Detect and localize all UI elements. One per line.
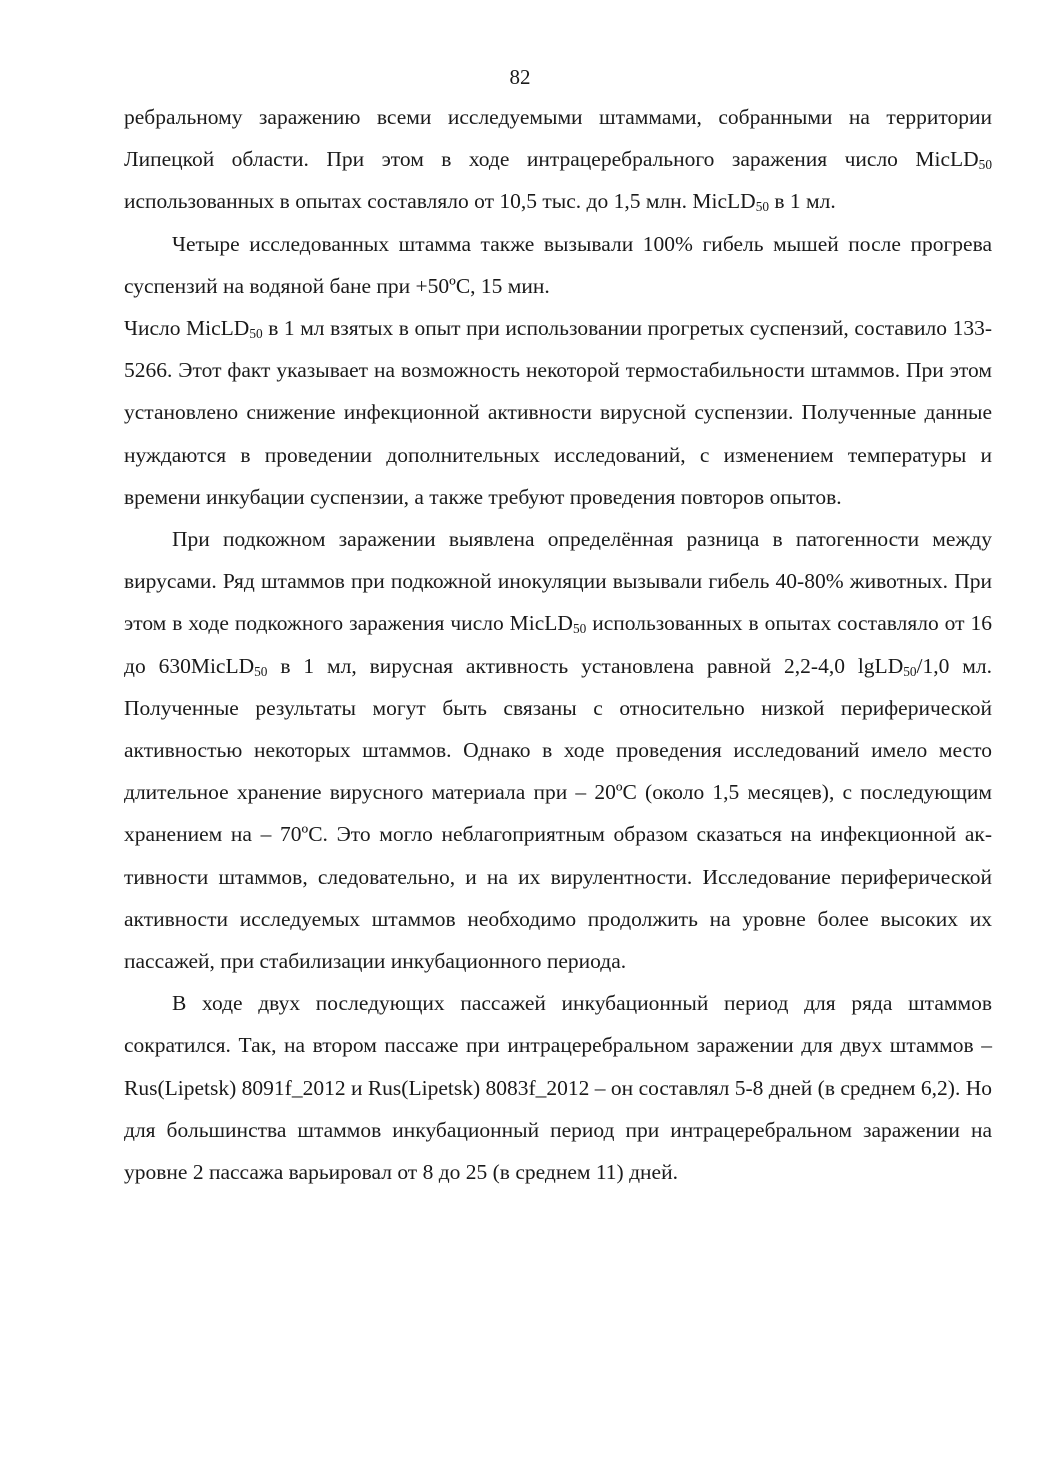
paragraph: [124, 223, 992, 307]
subscript-text: 50: [903, 663, 917, 679]
text-run: в 1 мл.: [769, 189, 836, 214]
subscript-text: 50: [755, 199, 770, 215]
text-run: ребральному заражению всеми исследуемыми штаммами, собранными на территории Липецкой области. При этом в ходе интрацеребрального заражения число MicLD: [124, 105, 992, 172]
text-run: использованных в опытах составляло от 10,5 тыс. до 1,5 млн. MicLD: [124, 189, 756, 214]
text-run: /1,0 мл. Полученные результаты могут быть связаны с относительно низкой периферической активностью некоторых штаммов. Однако в ходе проведения исследований имело место длительное хранение вирусного материала при – 20ºС (около 1,5 месяцев), с последующим хранением на – 70ºС. Это могло неблагоприятным образом сказаться на инфекционной активности штаммов, следовательно, и на их вирулентности. Исследование периферической активности исследуемых штаммов необходимо продолжить на уровне более высоких их пассажей, при стабилизации инкубационного периода.: [124, 653, 992, 974]
body-text: [124, 96, 992, 1193]
text-run: Число MicLD: [124, 316, 250, 341]
text-run: В ходе двух последующих пассажей инкубационный период для ряда штаммов сократился. Так, на втором пассаже при интрацеребральном заражении для двух штаммов – Rus(Lipetsk) 8091f_2012 и Rus(Lipetsk) 8083f_2012 – он составлял 5-8 дней (в среднем 6,2). Но для большинства штаммов инкубационный период при интрацеребральном заражении на уровне 2 пассажа варьировал от 8 до 25 (в среднем 11) дней.: [124, 991, 992, 1185]
text-run: в 1 мл взятых в опыт при использовании прогретых суспензий, составило 133-5266. Этот факт указывает на возможность некоторой термостабильности штаммов. При этом установлено снижение инфекционной активности вирусной суспензии. Полученные данные нуждаются в проведении дополнительных исследований, с изменением температуры и времени инкубации суспензии, а также требуют проведения повторов опытов.: [124, 316, 992, 509]
text-run: использованных в опытах составляло от 16 до 630MicLD: [124, 611, 993, 678]
paragraph: [124, 307, 992, 518]
text-run: в 1 мл, вирусная активность установлена равной 2,2-4,0 lgLD: [267, 653, 904, 678]
subscript-text: 50: [978, 157, 992, 173]
paragraph: [124, 982, 992, 1193]
subscript-text: 50: [572, 621, 587, 637]
subscript-text: 50: [249, 325, 263, 341]
paragraph: [124, 518, 992, 982]
text-run: Четыре исследованных штамма также вызывали 100% гибель мышей после прогрева суспензий на водяной бане при +50ºС, 15 мин.: [124, 231, 992, 298]
text-run: При подкожном заражении выявлена определённая разница в патогенности между вирусами. Ряд штаммов при подкожной инокуляции вызывали гибель 40-80% животных. При этом в ходе подкожного заражения число MicLD: [124, 527, 992, 636]
subscript-text: 50: [254, 663, 268, 679]
page-number: 82: [509, 65, 531, 89]
paragraph: [124, 96, 992, 223]
